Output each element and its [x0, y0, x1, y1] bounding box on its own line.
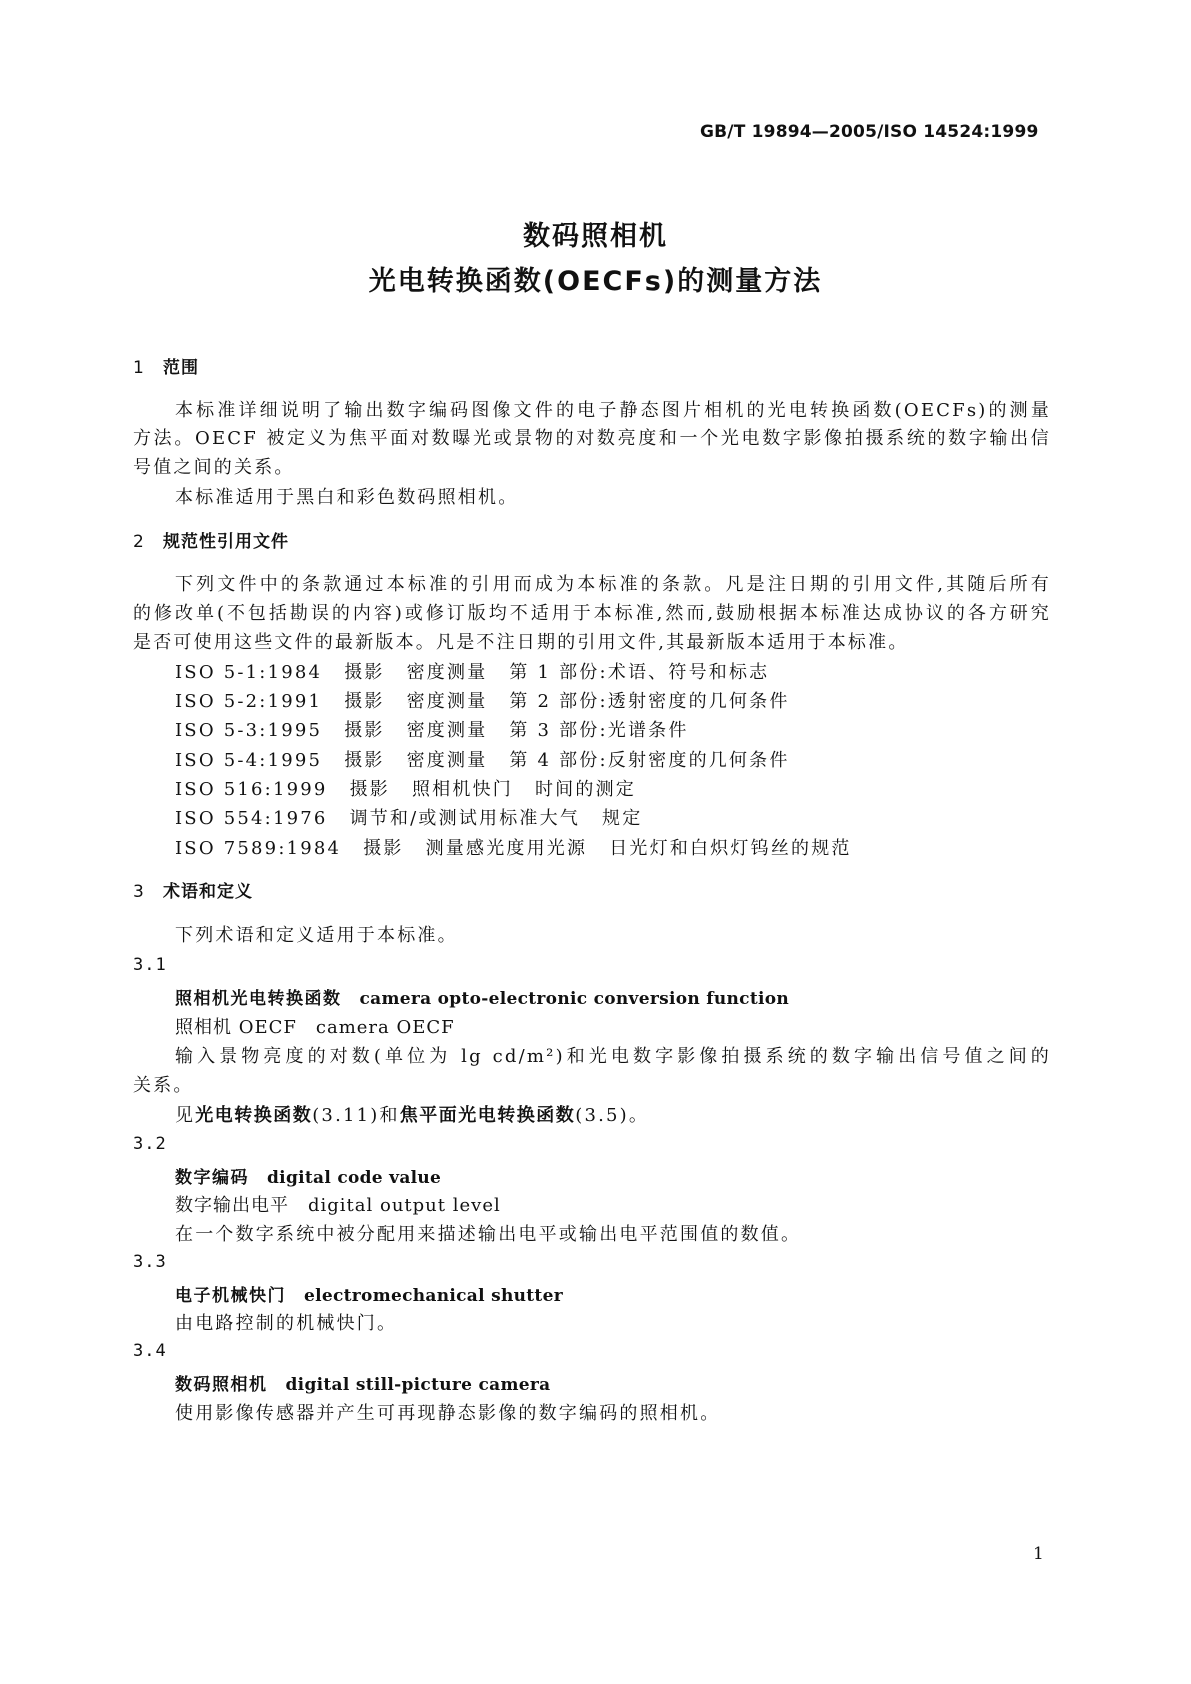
- normative-reference: [175, 658, 791, 684]
- term-english: camera opto-electronic conversion function: [359, 989, 790, 1009]
- note-text: (3.11)和: [312, 1105, 400, 1126]
- standard-code: GB/T 19894—2005/ISO 14524:1999: [700, 122, 1039, 142]
- page-number: 1: [1033, 1544, 1044, 1564]
- subclause-number: 3.2: [133, 1134, 167, 1154]
- paragraph-line: 的修改单(不包括勘误的内容)或修订版均不适用于本标准,然而,鼓励根据本标准达成协议的各方研究: [133, 603, 1051, 624]
- reference-part: 第 3 部份:光谱条件: [509, 720, 689, 741]
- term-entry: [175, 984, 789, 1009]
- reference-standard: ISO 554:1976: [175, 808, 328, 829]
- section-number: 3: [133, 882, 145, 902]
- reference-part: 调节和/或测试用标准大气: [349, 808, 581, 829]
- normative-reference: [175, 775, 658, 801]
- term-english: digital code value: [267, 1168, 442, 1188]
- paragraph: 本标准适用于黑白和彩色数码照相机。: [175, 487, 519, 508]
- reference-part: 摄影: [344, 720, 385, 741]
- note-text: 见: [175, 1105, 196, 1126]
- reference-part: 日光灯和白炽灯钨丝的规范: [609, 838, 852, 859]
- reference-part: 照相机快门: [411, 779, 513, 800]
- term-entry: [175, 1281, 563, 1306]
- reference-part: 摄影: [344, 750, 385, 771]
- section-2-heading: [133, 527, 289, 552]
- term-chinese: 数字编码: [175, 1168, 249, 1188]
- subclause-number: 3.1: [133, 955, 167, 975]
- section-3-heading: [133, 877, 253, 902]
- term-chinese: 照相机光电转换函数: [175, 989, 342, 1009]
- term-definition-line: 关系。: [133, 1075, 194, 1096]
- section-title: 范围: [163, 358, 199, 378]
- document-title-line-1: 数码照相机: [523, 221, 668, 252]
- section-title: 规范性引用文件: [163, 532, 289, 552]
- term-reference: 焦平面光电转换函数: [399, 1105, 576, 1126]
- paragraph-line: 方法。OECF 被定义为焦平面对数曝光或景物的对数亮度和一个光电数字影像拍摄系统的数字输出信: [133, 428, 1051, 449]
- reference-part: 测量感光度用光源: [425, 838, 588, 859]
- term-synonym: 照相机 OECF camera OECF: [175, 1017, 455, 1038]
- subclause-number: 3.4: [133, 1341, 167, 1361]
- term-synonym: 数字输出电平 digital output level: [175, 1195, 501, 1216]
- normative-reference: [175, 687, 812, 713]
- reference-part: 摄影: [344, 662, 385, 683]
- document-title-line-2: 光电转换函数(OECFs)的测量方法: [368, 266, 823, 297]
- reference-standard: ISO 5-4:1995: [175, 750, 323, 771]
- section-1-heading: [133, 353, 199, 378]
- term-reference: 光电转换函数: [195, 1105, 313, 1126]
- term-definition-line: 输入景物亮度的对数(单位为 lg cd/m²)和光电数字影像拍摄系统的数字输出信号值之间的: [175, 1046, 1051, 1067]
- reference-part: 时间的测定: [534, 779, 636, 800]
- note-text: (3.5)。: [575, 1105, 650, 1126]
- reference-part: 摄影: [344, 691, 385, 712]
- reference-part: 规定: [602, 808, 643, 829]
- reference-part: 摄影: [349, 779, 390, 800]
- reference-part: 摄影: [363, 838, 404, 859]
- term-definition: 使用影像传感器并产生可再现静态影像的数字编码的照相机。: [175, 1403, 721, 1424]
- normative-reference: [175, 716, 711, 742]
- paragraph-line: 是否可使用这些文件的最新版本。凡是不注日期的引用文件,其最新版本适用于本标准。: [133, 632, 909, 653]
- normative-reference: [175, 834, 874, 860]
- paragraph: 下列术语和定义适用于本标准。: [175, 925, 458, 946]
- term-entry: [175, 1163, 441, 1188]
- term-english: electromechanical shutter: [304, 1286, 563, 1306]
- term-note: [175, 1101, 649, 1127]
- section-title: 术语和定义: [163, 882, 253, 902]
- term-chinese: 数码照相机: [175, 1375, 268, 1395]
- reference-part: 第 4 部份:反射密度的几何条件: [509, 750, 790, 771]
- term-definition: 由电路控制的机械快门。: [175, 1313, 398, 1334]
- reference-standard: ISO 5-3:1995: [175, 720, 323, 741]
- paragraph-line: 下列文件中的条款通过本标准的引用而成为本标准的条款。凡是注日期的引用文件,其随后所有: [175, 574, 1051, 595]
- paragraph-line: 本标准详细说明了输出数字编码图像文件的电子静态图片相机的光电转换函数(OECFs)的测量: [175, 400, 1051, 421]
- reference-standard: ISO 5-1:1984: [175, 662, 323, 683]
- reference-standard: ISO 7589:1984: [175, 838, 342, 859]
- subclause-number: 3.3: [133, 1252, 167, 1272]
- term-chinese: 电子机械快门: [175, 1286, 286, 1306]
- reference-part: 密度测量: [406, 720, 488, 741]
- section-number: 2: [133, 532, 145, 552]
- term-definition: 在一个数字系统中被分配用来描述输出电平或输出电平范围值的数值。: [175, 1224, 802, 1245]
- reference-part: 密度测量: [406, 691, 488, 712]
- reference-standard: ISO 5-2:1991: [175, 691, 323, 712]
- normative-reference: [175, 746, 812, 772]
- reference-part: 密度测量: [406, 750, 488, 771]
- reference-part: 第 1 部份:术语、符号和标志: [509, 662, 770, 683]
- reference-standard: ISO 516:1999: [175, 779, 328, 800]
- normative-reference: [175, 804, 664, 830]
- paragraph-line: 号值之间的关系。: [133, 457, 295, 478]
- reference-part: 第 2 部份:透射密度的几何条件: [509, 691, 790, 712]
- term-entry: [175, 1370, 550, 1395]
- reference-part: 密度测量: [406, 662, 488, 683]
- section-number: 1: [133, 358, 145, 378]
- term-english: digital still-picture camera: [285, 1375, 551, 1395]
